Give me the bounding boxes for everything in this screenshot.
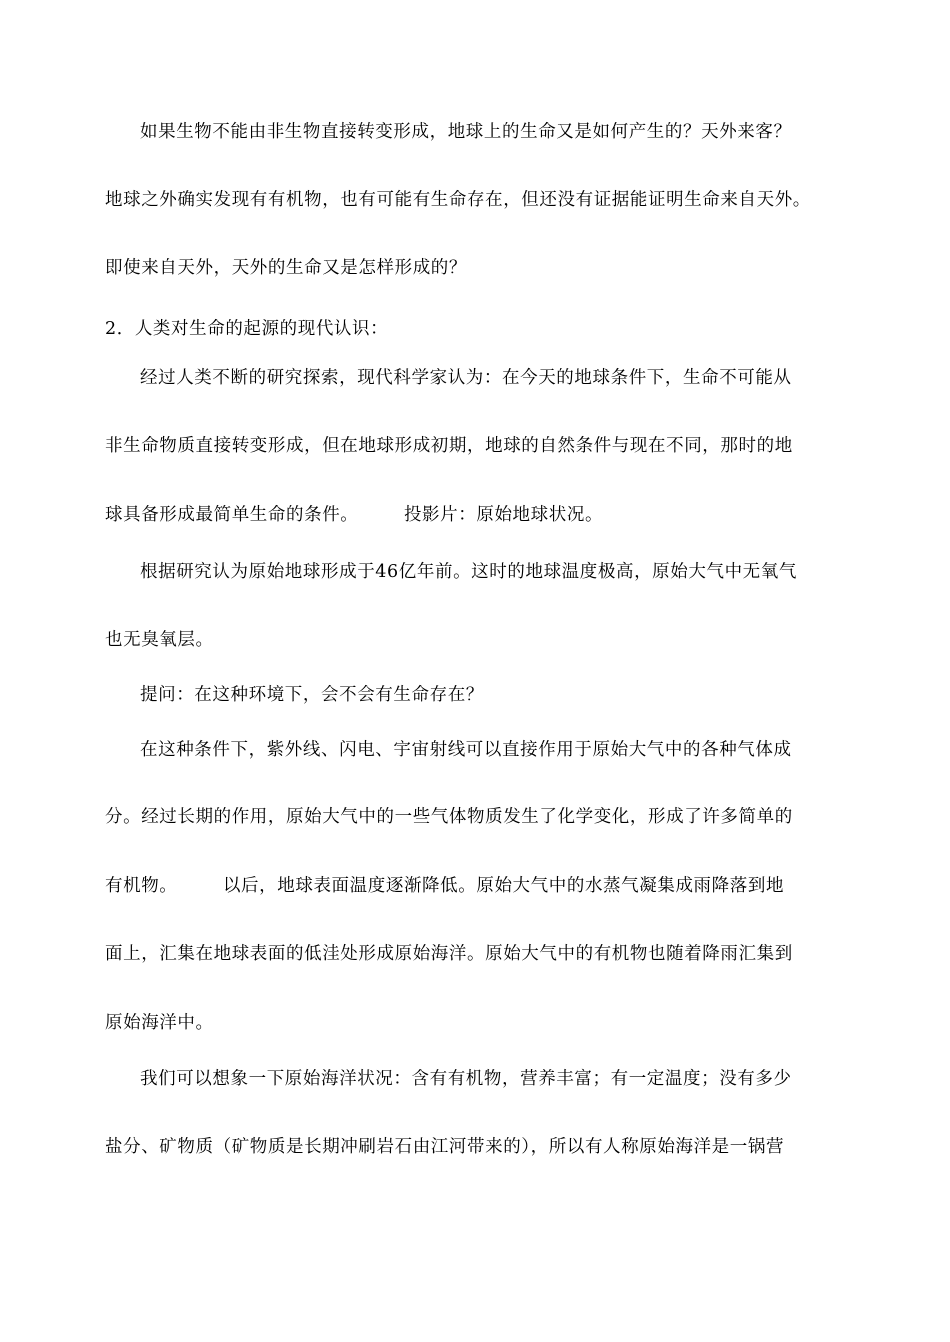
paragraph-line: 地球之外确实发现有有机物，也有可能有生命存在，但还没有证据能证明生命来自天外。 (105, 190, 811, 210)
paragraph-line: 经过人类不断的研究探索，现代科学家认为：在今天的地球条件下，生命不可能从 (140, 368, 792, 388)
paragraph-line: 有机物。 以后，地球表面温度逐渐降低。原始大气中的水蒸气凝集成雨降落到地 (105, 876, 785, 896)
paragraph-line: 如果生物不能由非生物直接转变形成，地球上的生命又是如何产生的？天外来客？ (140, 122, 792, 142)
paragraph-line: 原始海洋中。 (105, 1013, 214, 1033)
paragraph-line: 在这种条件下，紫外线、闪电、宇宙射线可以直接作用于原始大气中的各种气体成 (140, 740, 792, 760)
paragraph-line: 即使来自天外，天外的生命又是怎样形成的？ (105, 258, 467, 278)
paragraph-line: 提问：在这种环境下，会不会有生命存在？ (140, 685, 484, 705)
paragraph-line: 我们可以想象一下原始海洋状况：含有有机物，营养丰富；有一定温度；没有多少 (140, 1069, 792, 1089)
paragraph-line: 分。经过长期的作用，原始大气中的一些气体物质发生了化学变化，形成了许多简单的 (105, 807, 793, 827)
paragraph-line: 也无臭氧层。 (105, 630, 214, 650)
paragraph-line: 非生命物质直接转变形成，但在地球形成初期，地球的自然条件与现在不同，那时的地 (105, 436, 793, 456)
paragraph-line: 面上，汇集在地球表面的低洼处形成原始海洋。原始大气中的有机物也随着降雨汇集到 (105, 944, 793, 964)
paragraph-line: 盐分、矿物质（矿物质是长期冲刷岩石由江河带来的），所以有人称原始海洋是一锅营 (105, 1137, 785, 1157)
paragraph-line: 根据研究认为原始地球形成于46亿年前。这时的地球温度极高，原始大气中无氧气 (140, 562, 797, 582)
paragraph-line: 球具备形成最简单生命的条件。 投影片：原始地球状况。 (105, 505, 604, 525)
section-heading: 2．人类对生命的起源的现代认识： (105, 319, 389, 339)
